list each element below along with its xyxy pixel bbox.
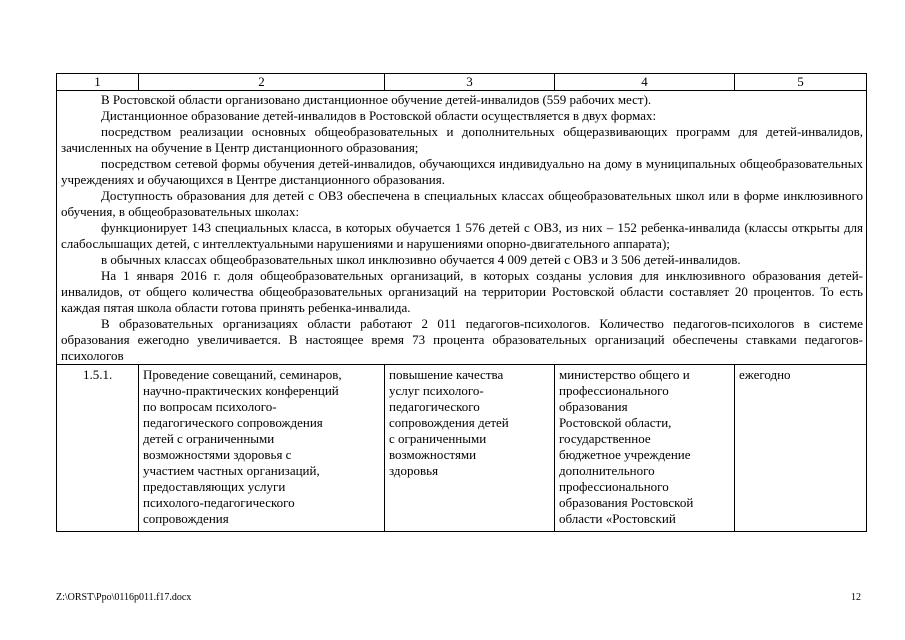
- description-paragraph: В образовательных организациях области работают 2 011 педагогов-психологов. Количество педагогов-психологов в системе образования ежегодно увеличивается. В настоящее время 73 процента образовательных организаций обеспечены ставками педагогов-психологов: [61, 316, 863, 363]
- item-number-cell: 1.5.1.: [57, 365, 139, 532]
- result-line: возможностями: [389, 447, 477, 462]
- description-paragraph: Доступность образования для детей с ОВЗ обеспечена в специальных классах общеобразовательных школ или в форме инклюзивного обучения, в общеобразовательных школах:: [61, 188, 863, 219]
- result-line: педагогического: [389, 399, 480, 414]
- column-number-cell: 1: [57, 74, 139, 91]
- event-line: Проведение совещаний, семинаров,: [143, 367, 342, 382]
- responsible-line: бюджетное учреждение: [559, 447, 691, 462]
- event-line: возможностями здоровья с: [143, 447, 292, 462]
- table-row: [57, 365, 867, 532]
- result-line: здоровья: [389, 463, 439, 478]
- term-cell: ежегодно: [735, 365, 867, 532]
- responsible-line: образования Ростовской: [559, 495, 694, 510]
- description-paragraph: На 1 января 2016 г. доля общеобразовательных организаций, в которых созданы условия для инклюзивного образования детей-инвалидов, от общего количества общеобразовательных организаций на территории Ростовской области составляет 20 процентов. То есть каждая пятая школа области готова принять ребенка-инвалида.: [61, 268, 863, 315]
- event-line: по вопросам психолого-: [143, 399, 277, 414]
- description-paragraph: функционирует 143 специальных класса, в которых обучается 1 576 детей с ОВЗ, из них – 152 ребенка-инвалида (классы открыты для слабослышащих детей, с интеллектуальными нарушениями и нарушениями опорно-двигательного аппарата);: [61, 220, 863, 251]
- description-cell: [57, 91, 867, 365]
- responsible-line: Ростовской области,: [559, 415, 672, 430]
- event-line: участием частных организаций,: [143, 463, 320, 478]
- column-number-row: [57, 74, 867, 91]
- column-number-cell: 5: [735, 74, 867, 91]
- event-cell: [139, 365, 385, 532]
- event-line: психолого-педагогического: [143, 495, 295, 510]
- result-line: с ограниченными: [389, 431, 487, 446]
- description-paragraph: В Ростовской области организовано дистанционное обучение детей-инвалидов (559 рабочих мест).: [101, 92, 652, 107]
- file-path-footer: Z:\ORST\Ppo\0116p011.f17.docx: [56, 592, 192, 603]
- event-line: детей с ограниченными: [143, 431, 275, 446]
- description-row: [57, 91, 867, 365]
- column-number-cell: 4: [555, 74, 735, 91]
- description-paragraph: посредством реализации основных общеобразовательных и дополнительных общеразвивающих программ для детей-инвалидов, зачисленных на обучение в Центр дистанционного образования;: [61, 124, 863, 155]
- event-line: предоставляющих услуги: [143, 479, 286, 494]
- responsible-line: государственное: [559, 431, 651, 446]
- event-line: сопровождения: [143, 511, 229, 526]
- description-paragraph: в обычных классах общеобразовательных школ инклюзивно обучается 4 009 детей с ОВЗ и 3 506 детей-инвалидов.: [101, 252, 741, 267]
- responsible-cell: [555, 365, 735, 532]
- result-line: сопровождения детей: [389, 415, 509, 430]
- event-line: научно-практических конференций: [143, 383, 339, 398]
- description-paragraph: Дистанционное образование детей-инвалидов в Ростовской области осуществляется в двух формах:: [101, 108, 657, 123]
- event-line: педагогического сопровождения: [143, 415, 323, 430]
- responsible-line: образования: [559, 399, 628, 414]
- result-line: повышение качества: [389, 367, 504, 382]
- responsible-line: профессионального: [559, 383, 669, 398]
- responsible-line: области «Ростовский: [559, 511, 676, 526]
- result-cell: [385, 365, 555, 532]
- plan-table: [56, 73, 867, 532]
- responsible-line: профессионального: [559, 479, 669, 494]
- column-number-cell: 2: [139, 74, 385, 91]
- responsible-line: дополнительного: [559, 463, 655, 478]
- result-line: услуг психолого-: [389, 383, 484, 398]
- column-number-cell: 3: [385, 74, 555, 91]
- description-paragraph: посредством сетевой формы обучения детей-инвалидов, обучающихся индивидуально на дому в муниципальных общеобразовательных учреждениях и обучающихся в Центре дистанционного образования.: [61, 156, 863, 187]
- responsible-line: министерство общего и: [559, 367, 690, 382]
- page-number: 12: [851, 592, 861, 603]
